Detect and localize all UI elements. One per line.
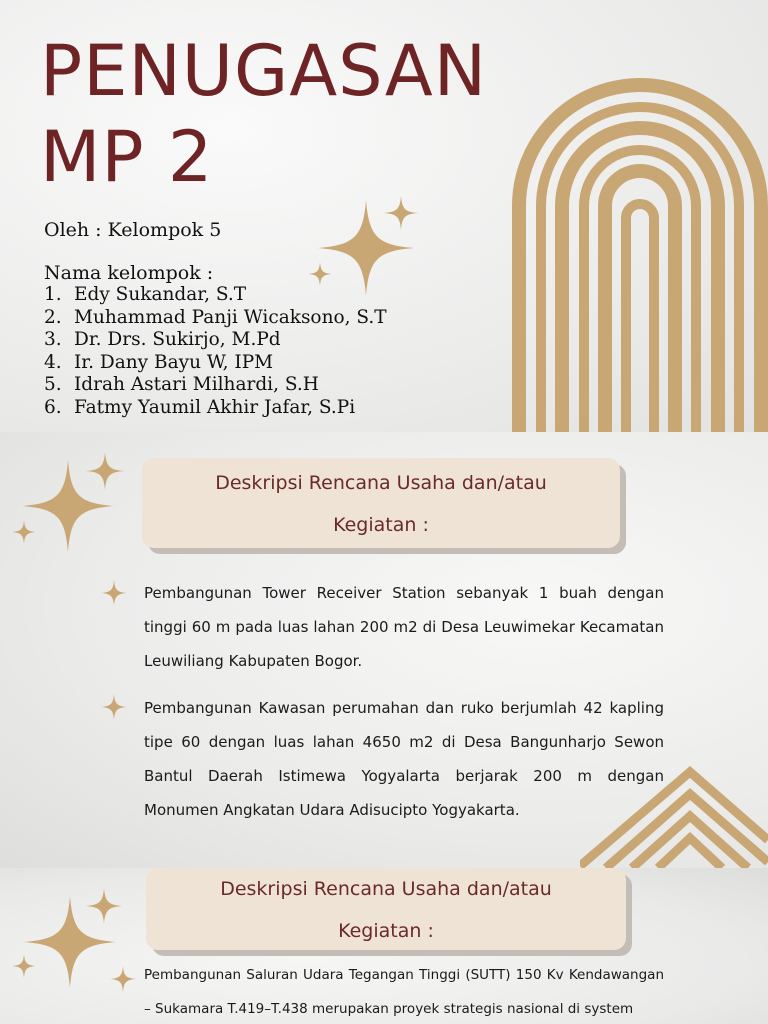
member-name: Dr. Drs. Sukirjo, M.Pd [74, 329, 281, 351]
sparkle-icon [12, 520, 36, 544]
member-name: Fatmy Yaumil Akhir Jafar, S.Pi [74, 396, 356, 418]
member-number: 1. [44, 284, 62, 305]
members-heading: Nama kelompok : [44, 262, 214, 284]
description-slide-2 [0, 868, 768, 1024]
member-number: 6. [44, 396, 62, 418]
member-item [44, 397, 387, 420]
sparkle-bullet-icon [110, 966, 136, 992]
arch-decoration [512, 78, 768, 432]
sparkle-icon [12, 954, 36, 978]
sparkle-icon [384, 196, 418, 230]
member-number: 5. [44, 374, 62, 396]
member-number: 2. [44, 306, 62, 328]
heading-line-2: Kegiatan : [333, 514, 429, 536]
sparkle-bullet-icon [101, 694, 127, 720]
sparkle-icon [86, 888, 122, 924]
member-name: Edy Sukandar, S.T [74, 284, 247, 305]
member-name: Muhammad Panji Wicaksono, S.T [74, 306, 387, 328]
description-slide-1 [0, 432, 768, 868]
description-item: Pembangunan Kawasan perumahan dan ruko berjumlah 42 kapling tipe 60 dengan luas lahan 4650 m2 di Desa Bangunharjo Sewon Bantul Daerah Istimewa Yogyalarta berjarak 200 m dengan Monumen Angkatan Udara Adisucipto Yogyakarta. [144, 699, 664, 819]
group-label: Oleh : Kelompok 5 [44, 219, 222, 241]
heading-line-1: Deskripsi Rencana Usaha dan/atau [220, 878, 552, 900]
member-name: Ir. Dany Bayu W, IPM [74, 351, 274, 373]
heading-line-1: Deskripsi Rencana Usaha dan/atau [215, 472, 547, 494]
sparkle-bullet-icon [101, 580, 127, 606]
sparkle-icon [86, 452, 124, 490]
title-line-2: MP 2 [40, 116, 214, 198]
description-item: Pembangunan Tower Receiver Station sebanyak 1 buah dengan tinggi 60 m pada luas lahan 200 m2 di Desa Leuwimekar Kecamatan Leuwiliang Kabupaten Bogor. [144, 584, 664, 670]
member-item [44, 329, 387, 352]
page-title [40, 28, 487, 200]
member-item [44, 352, 387, 375]
sparkle-icon [308, 262, 332, 286]
members-list [44, 284, 387, 420]
member-name: Idrah Astari Milhardi, S.H [74, 374, 319, 396]
member-item [44, 307, 387, 330]
heading-line-2: Kegiatan : [338, 920, 434, 942]
member-item [44, 374, 387, 397]
member-number: 3. [44, 329, 62, 351]
title-line-1: PENUGASAN [40, 30, 488, 112]
section-heading-card [142, 458, 620, 548]
cover-slide [0, 0, 768, 432]
description-item: Pembangunan Saluran Udara Tegangan Tinggi (SUTT) 150 Kv Kendawangan – Sukamara T.419–T.438 merupakan proyek strategis nasional di system [144, 967, 664, 1017]
member-number: 4. [44, 351, 62, 373]
section-heading-card [146, 868, 626, 950]
